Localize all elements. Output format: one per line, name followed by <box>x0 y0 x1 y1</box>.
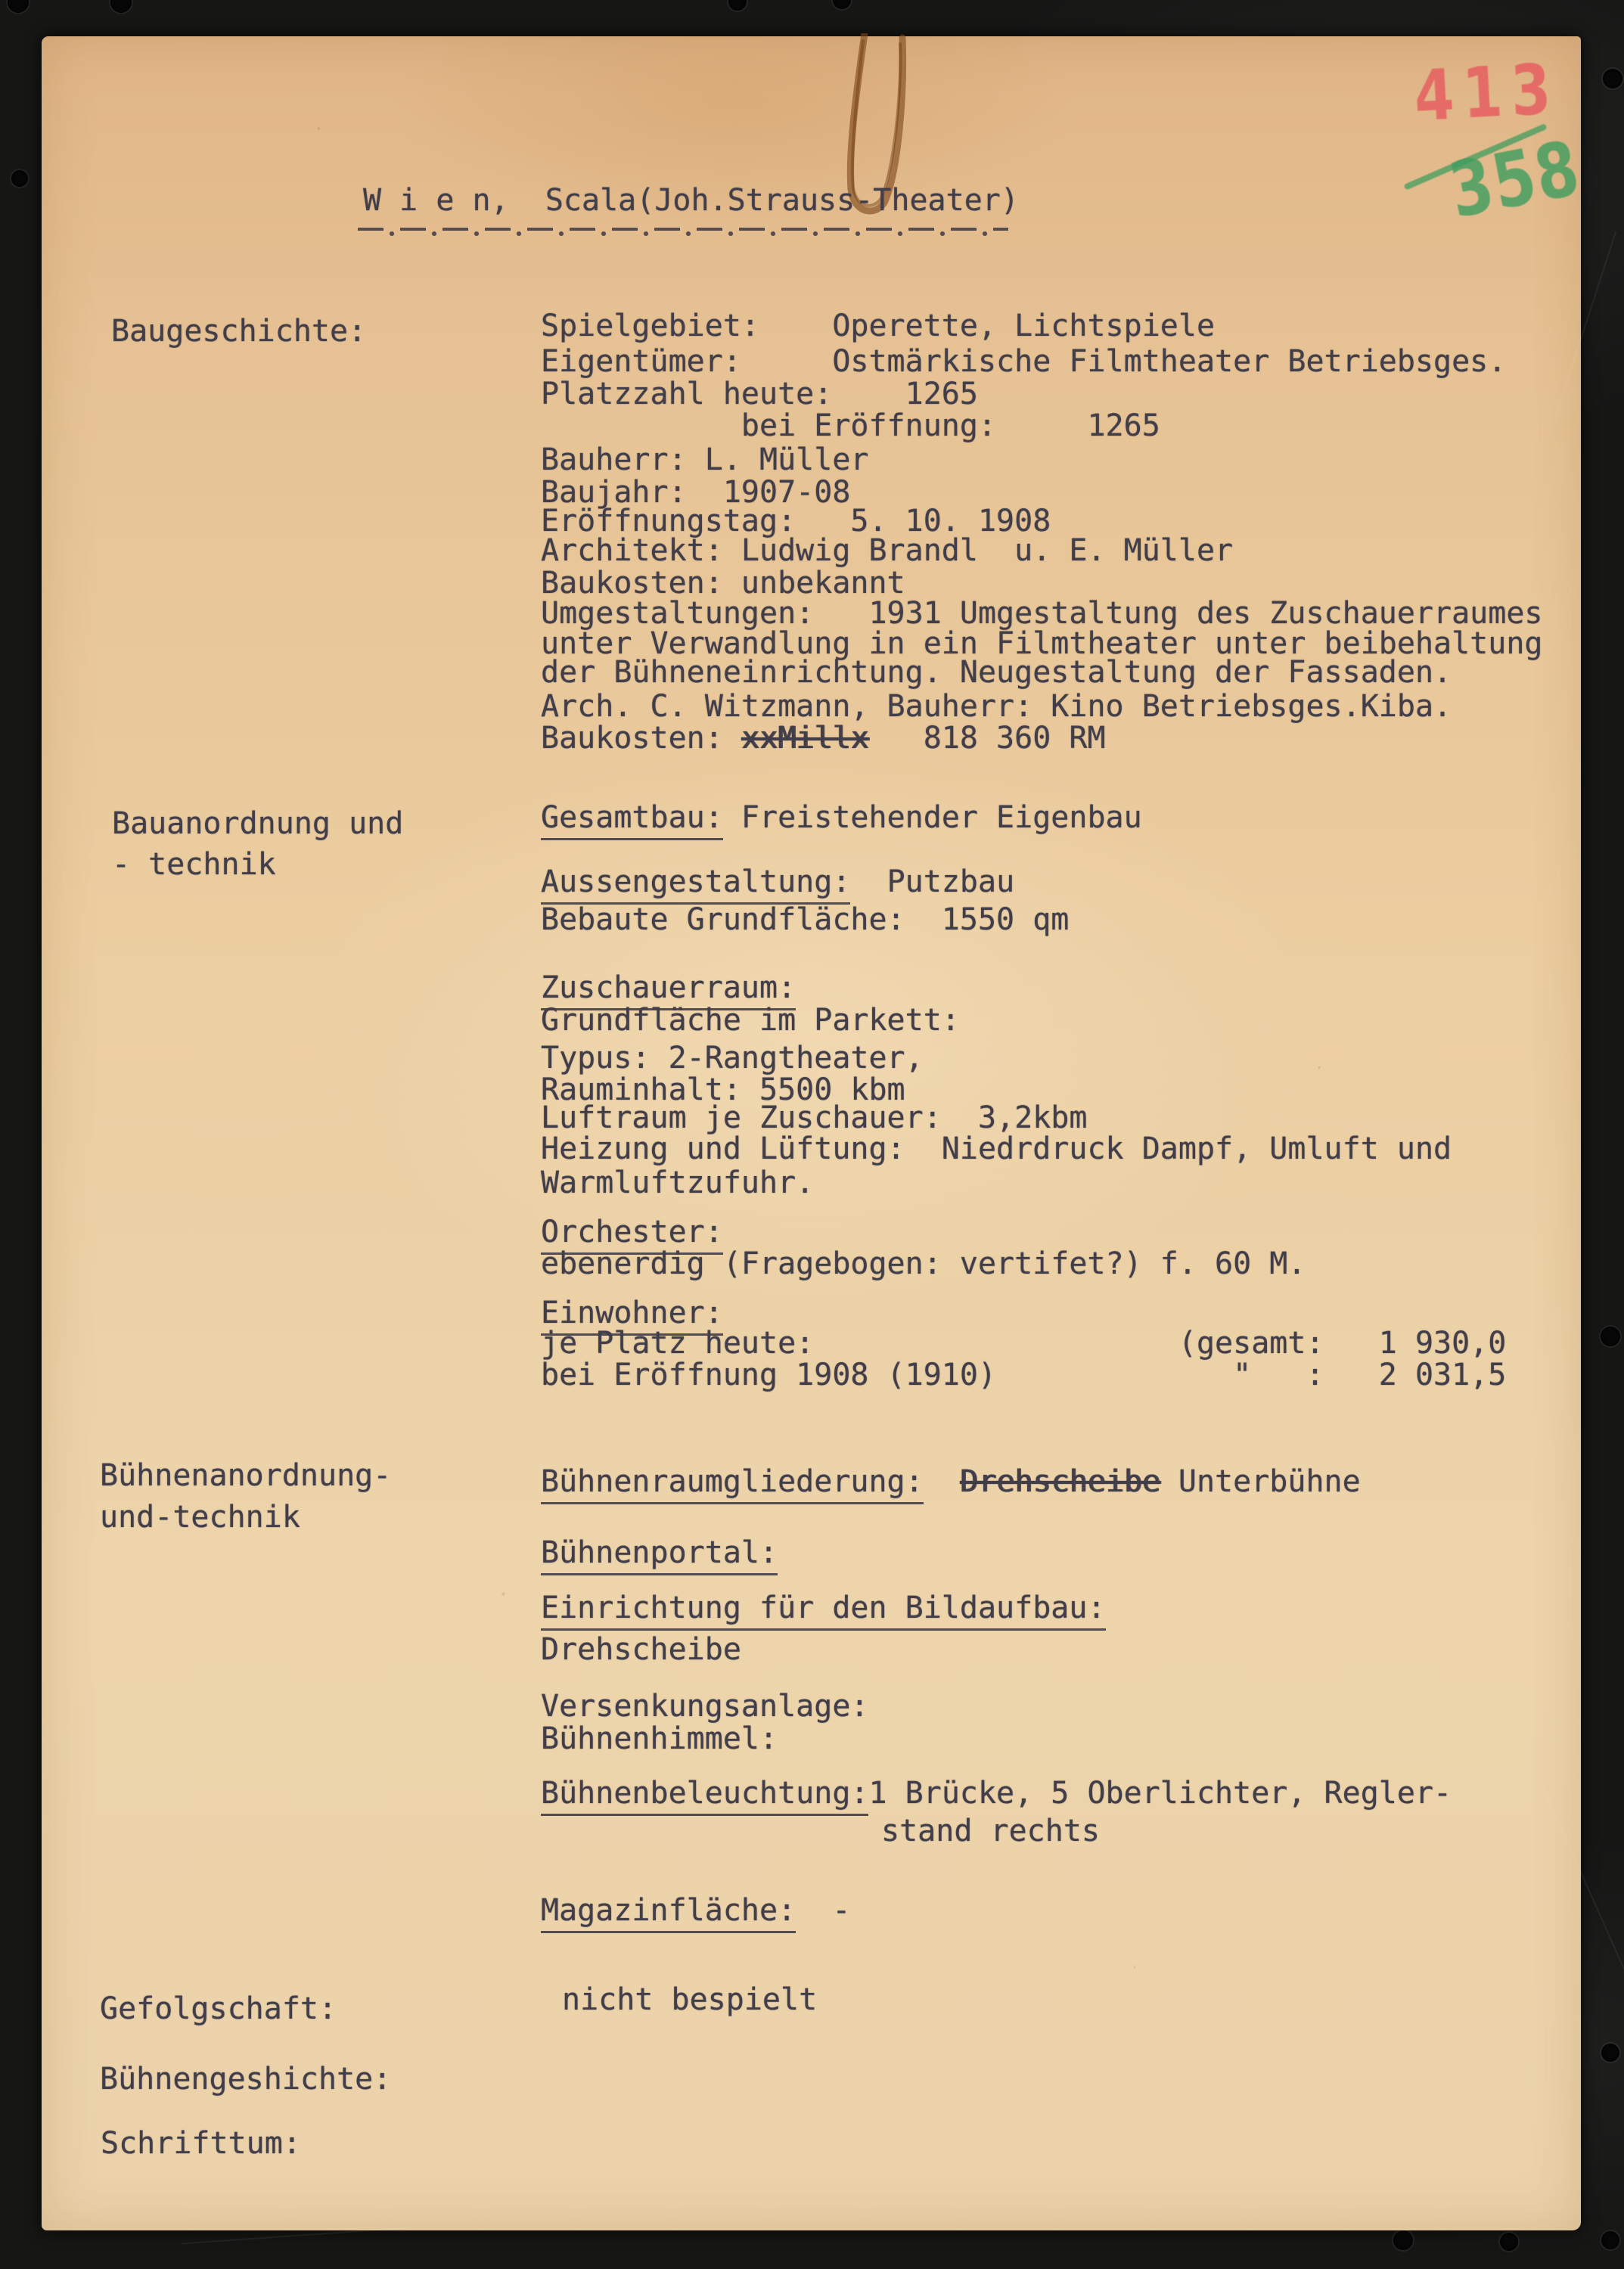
title-underline <box>358 227 1008 237</box>
doc-line <box>541 1297 723 1330</box>
text-segment: Typus: 2-Rangtheater, <box>541 1041 924 1076</box>
punch-hole <box>1603 69 1622 88</box>
punch-hole <box>1393 2230 1413 2250</box>
text-segment: Umgestaltungen: 1931 Umgestaltung des Zuschauerraumes <box>541 596 1543 631</box>
text-segment: 818 360 RM <box>868 721 1106 756</box>
text-segment: Putzbau <box>850 864 1015 899</box>
doc-line <box>541 410 1160 442</box>
text-segment: Freistehender Eigenbau <box>722 800 1142 835</box>
punch-hole <box>1500 2233 1518 2251</box>
text-segment: ebenerdig (Fragebogen: vertifet?) f. 60 M. <box>541 1246 1306 1281</box>
doc-line <box>541 1327 1506 1360</box>
punch-hole <box>11 170 28 187</box>
doc-line <box>541 1895 850 1927</box>
underlined-heading: Einrichtung für den Bildaufbau: <box>541 1591 1106 1631</box>
text-segment: Unterbühne <box>1160 1464 1361 1499</box>
struck-text: xxMillx <box>741 721 869 756</box>
text-segment: Grundfläche im Parkett: <box>541 1003 960 1038</box>
section-label: Schrifttum: <box>101 2126 301 2161</box>
text-segment: der Bühneneinrichtung. Neugestaltung der Fassaden. <box>541 655 1452 690</box>
text-segment: Eröffnungstag: 5. 10. 1908 <box>541 504 1051 539</box>
doc-line <box>541 1723 778 1755</box>
section-label: Baugeschichte: <box>111 314 367 349</box>
page-title: W i e n, Scala(Joh.Strauss-Theater) <box>363 183 1019 218</box>
text-segment: Baukosten: unbekannt <box>541 566 905 601</box>
doc-line <box>562 1984 817 2016</box>
section-label: Bauanordnung und <box>112 806 404 841</box>
text-segment: Drehscheibe <box>541 1632 741 1667</box>
doc-line <box>541 1042 924 1075</box>
doc-line <box>541 1248 1306 1280</box>
doc-line <box>541 1466 1361 1498</box>
struck-text: Drehscheibe <box>959 1464 1160 1499</box>
text-segment: Bebaute Grundfläche: 1550 qm <box>541 902 1070 937</box>
archive-number-red: 413 <box>1412 48 1562 137</box>
doc-line <box>541 1102 1087 1134</box>
punch-hole <box>1601 2044 1619 2062</box>
punch-hole <box>8 0 29 13</box>
doc-line <box>541 1592 1106 1625</box>
archive-number-green: 358 <box>1442 123 1587 235</box>
text-segment: Rauminhalt: 5500 kbm <box>541 1072 905 1107</box>
doc-line <box>541 444 868 476</box>
punch-hole <box>1601 2231 1619 2249</box>
text-segment: Baukosten: <box>541 721 741 756</box>
doc-line <box>541 567 905 600</box>
rust-stain-icon <box>828 33 957 260</box>
underlined-heading: Einwohner: <box>541 1296 723 1336</box>
section-label: Gefolgschaft: <box>100 1991 337 2026</box>
text-segment: Eigentümer: Ostmärkische Filmtheater Betriebsges. <box>541 344 1507 379</box>
text-segment: bei Eröffnung: 1265 <box>541 408 1160 443</box>
text-segment: Warmluftzufuhr. <box>541 1166 815 1200</box>
text-segment: Platzzahl heute: 1265 <box>541 377 978 411</box>
underlined-heading: Orchester: <box>541 1215 723 1255</box>
text-segment: Versenkungsanlage: <box>541 1689 869 1724</box>
doc-line <box>541 1690 868 1723</box>
punch-hole <box>110 0 132 13</box>
underlined-heading: Aussengestaltung: <box>541 864 850 905</box>
doc-line <box>541 1777 1452 1810</box>
doc-line <box>541 1004 960 1037</box>
section-label: und-technik <box>100 1500 300 1535</box>
section-label: Bühnenanordnung- <box>100 1458 392 1493</box>
text-segment: 1 Brücke, 5 Oberlichter, Regler- <box>868 1776 1452 1811</box>
doc-line <box>541 802 1142 834</box>
doc-line <box>541 1133 1452 1166</box>
text-segment: Bühnenhimmel: <box>541 1721 778 1756</box>
doc-line <box>541 722 1106 755</box>
text-segment: Baujahr: 1907-08 <box>541 475 851 510</box>
text-segment: Spielgebiet: Operette, Lichtspiele <box>541 309 1216 343</box>
text-segment: - <box>796 1893 851 1928</box>
text-segment: bei Eröffnung 1908 (1910) " : 2 031,5 <box>541 1358 1507 1392</box>
doc-line <box>541 1537 778 1569</box>
section-label: - technik <box>112 847 276 882</box>
text-segment: stand rechts <box>881 1814 1100 1848</box>
text-segment: unter Verwandlung in ein Filmtheater unter beibehaltung <box>541 626 1543 661</box>
underlined-heading: Bühnenportal: <box>541 1535 778 1575</box>
doc-line <box>541 1167 814 1200</box>
text-segment: je Platz heute: (gesamt: 1 930,0 <box>541 1326 1507 1361</box>
punch-hole <box>728 0 747 11</box>
document-page <box>42 36 1587 2230</box>
underlined-heading: Gesamtbau: <box>541 800 723 840</box>
text-segment: nicht bespielt <box>562 1982 818 2017</box>
doc-line <box>541 310 1215 343</box>
doc-line <box>541 1216 723 1249</box>
text-segment: Arch. C. Witzmann, Bauherr: Kino Betriebsges.Kiba. <box>541 689 1452 724</box>
punch-hole <box>1601 1327 1620 1346</box>
text-segment <box>924 1464 960 1499</box>
doc-line <box>541 378 978 411</box>
text-segment: Heizung und Lüftung: Niedrdruck Dampf, Umluft und <box>541 1131 1452 1166</box>
doc-line <box>881 1815 1100 1848</box>
underlined-heading: Magazinfläche: <box>541 1893 796 1933</box>
doc-line <box>541 1359 1506 1392</box>
underlined-heading: Zuschauerraum: <box>541 970 796 1010</box>
text-segment: Architekt: Ludwig Brandl u. E. Müller <box>541 533 1234 568</box>
text-segment: Bauherr: L. Müller <box>541 442 869 477</box>
underlined-heading: Bühnenraumgliederung: <box>541 1464 924 1504</box>
doc-line <box>541 904 1069 936</box>
punch-hole <box>833 0 851 9</box>
underlined-heading: Bühnenbeleuchtung: <box>541 1776 868 1816</box>
text-segment: Luftraum je Zuschauer: 3,2kbm <box>541 1100 1088 1135</box>
section-label: Bühnengeshichte: <box>100 2062 392 2097</box>
doc-line <box>541 1634 741 1666</box>
doc-line <box>541 535 1233 567</box>
doc-line <box>541 598 1543 630</box>
doc-line <box>541 691 1452 723</box>
doc-line <box>541 656 1452 689</box>
doc-line <box>541 866 1014 899</box>
doc-line <box>541 972 796 1004</box>
doc-line <box>541 346 1506 378</box>
